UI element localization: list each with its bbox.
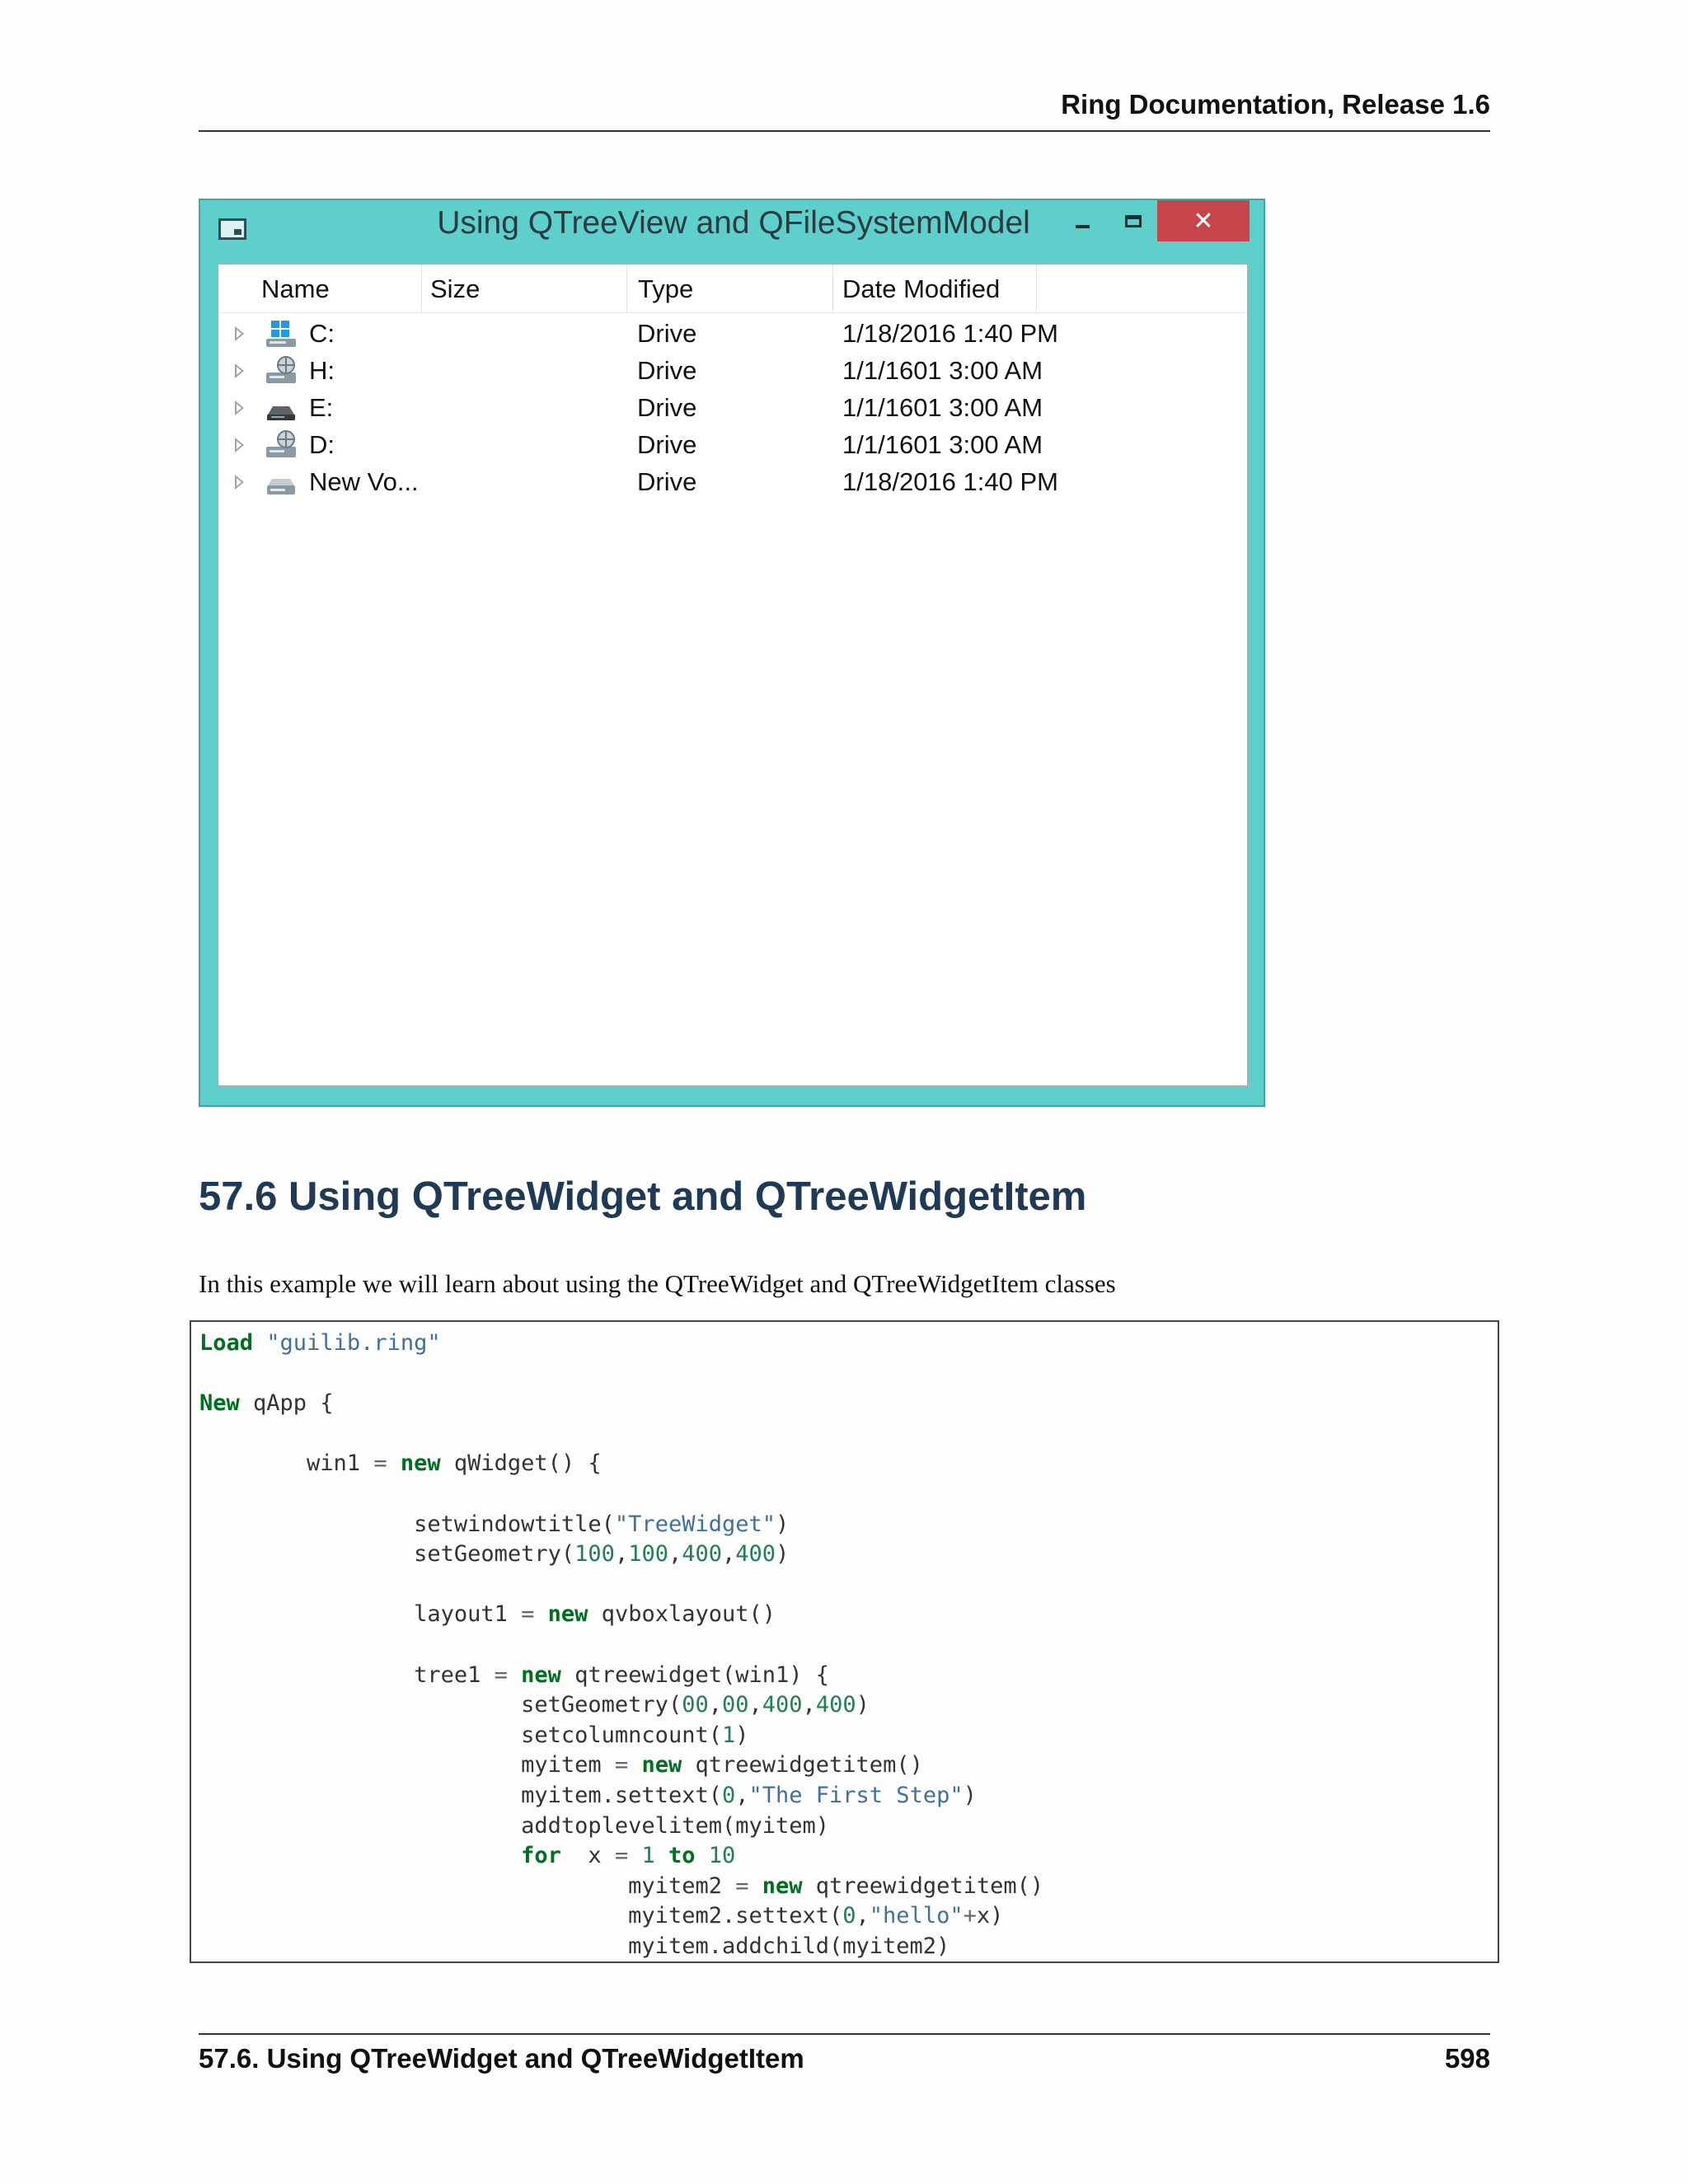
drive-type: Drive <box>637 356 697 385</box>
drive-name: E: <box>309 393 334 422</box>
tree-view[interactable] <box>217 263 1249 1087</box>
column-header-size[interactable]: Size <box>430 274 481 303</box>
tree-header <box>218 265 1247 313</box>
column-header-name[interactable]: Name <box>261 274 330 303</box>
maximize-button[interactable] <box>1109 200 1158 241</box>
drive-name: D: <box>309 430 335 459</box>
page-number: 598 <box>1444 2043 1490 2074</box>
tree-row[interactable] <box>218 353 1247 390</box>
app-window <box>199 199 1265 1107</box>
network-drive-icon <box>265 430 298 460</box>
hard-drive-icon <box>265 467 298 497</box>
drive-date-modified: 1/18/2016 1:40 PM <box>842 319 1058 348</box>
removable-drive-icon <box>265 393 298 423</box>
drive-type: Drive <box>637 467 697 496</box>
column-separator[interactable] <box>1036 265 1037 312</box>
drive-name: C: <box>309 319 335 348</box>
column-header-date-modified[interactable]: Date Modified <box>842 274 1001 303</box>
running-header: Ring Documentation, Release 1.6 <box>1061 89 1490 120</box>
intro-paragraph: In this example we will learn about using the QTreeWidget and QTreeWidgetItem classes <box>199 1269 1116 1298</box>
drive-type: Drive <box>637 319 697 348</box>
expand-arrow-icon[interactable] <box>235 326 244 341</box>
code-listing: Load "guilib.ring" New qApp { win1 = new qWidget() { setwindowtitle("TreeWidget") setGeometry(100,100,400,400) layout1 = new qvboxlayout() tree1 = new qtreewidget(win1) { setGeometry(00,00,400,400) setcolumncount(1) myitem = new qtreewidgetitem() myitem.settext(0,"The First Step") addtoplevelitem(myitem) for x = 1 to 10 myitem2 = new qtreewidgetitem() myitem2.settext(0,"hello"+x) myitem.addchild(myitem2) <box>199 1330 1044 1959</box>
close-button[interactable]: ✕ <box>1157 200 1250 241</box>
drive-type: Drive <box>637 430 697 459</box>
network-drive-icon <box>265 356 298 386</box>
footer-section-title: 57.6. Using QTreeWidget and QTreeWidgetItem <box>199 2043 804 2074</box>
expand-arrow-icon[interactable] <box>235 363 244 378</box>
drive-name: H: <box>309 356 335 385</box>
drive-date-modified: 1/1/1601 3:00 AM <box>842 356 1043 385</box>
tree-row[interactable] <box>218 316 1247 353</box>
tree-row[interactable] <box>218 390 1247 427</box>
drive-date-modified: 1/18/2016 1:40 PM <box>842 467 1058 496</box>
expand-arrow-icon[interactable] <box>235 438 244 452</box>
section-title: 57.6 Using QTreeWidget and QTreeWidgetItem <box>199 1174 1087 1219</box>
code-block <box>190 1320 1499 1963</box>
expand-arrow-icon[interactable] <box>235 401 244 415</box>
column-header-type[interactable]: Type <box>638 274 694 303</box>
header-rule <box>199 130 1490 132</box>
drive-date-modified: 1/1/1601 3:00 AM <box>842 393 1043 422</box>
drive-type: Drive <box>637 393 697 422</box>
drive-name: New Vo... <box>309 467 419 496</box>
minimize-button[interactable] <box>1057 200 1107 241</box>
window-title: Using QTreeView and QFileSystemModel <box>437 205 1030 241</box>
column-separator[interactable] <box>832 265 833 312</box>
column-separator[interactable] <box>626 265 627 312</box>
tree-row[interactable] <box>218 464 1247 501</box>
windows-drive-icon <box>265 319 298 349</box>
column-separator[interactable] <box>421 265 422 312</box>
tree-row[interactable] <box>218 427 1247 464</box>
footer-rule <box>199 2033 1490 2035</box>
expand-arrow-icon[interactable] <box>235 475 244 490</box>
drive-date-modified: 1/1/1601 3:00 AM <box>842 430 1043 459</box>
